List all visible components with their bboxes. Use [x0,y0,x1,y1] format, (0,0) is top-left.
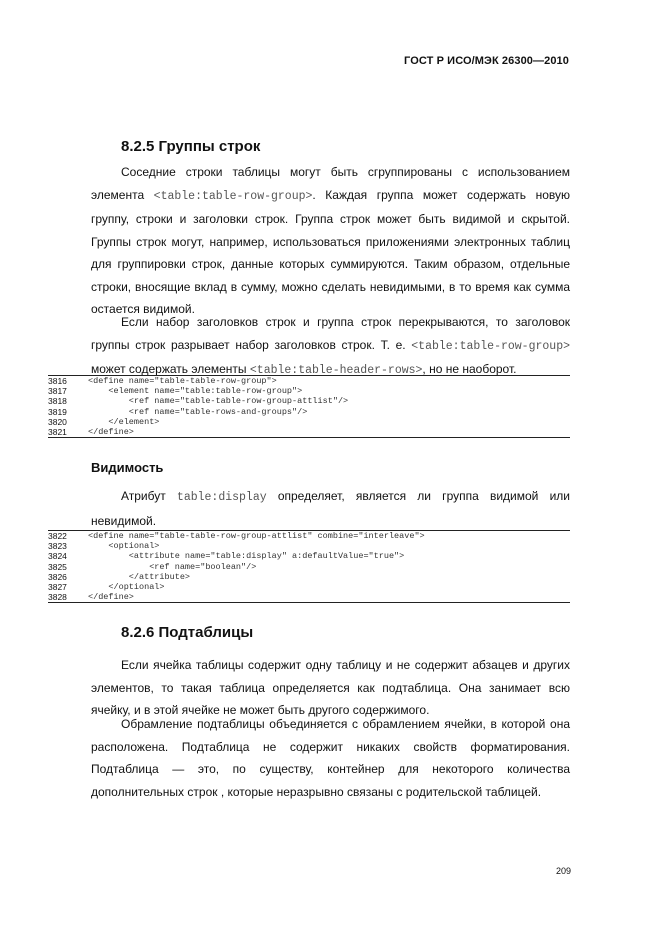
paragraph-subtables-intro [91,654,570,722]
code-text: </element> [88,416,160,427]
text-run: может содержать элементы [91,362,250,376]
section-title-8-2-6: 8.2.6 Подтаблицы [121,624,254,641]
line-number: 3817 [48,386,67,397]
text-run: Атрибут [121,489,177,503]
text-run: Если ячейка таблицы содержит одну таблицу и не содержит абзацев и других элементов, то такая таблица определяется как подтаблица. Она занимает всю ячейку, и в этой ячейке не может быть другого содержимого. [91,658,570,717]
text-run: Соседние строки таблицы могут быть сгруппированы с использованием элемента [91,165,570,202]
text-run: Если набор заголовков строк и группа строк перекрываются, то заголовок группы строк разрывает набор заголовков строк. Т. е. [91,315,570,352]
paragraph-visibility [91,485,570,532]
code-line [48,592,570,602]
code-line [48,407,570,417]
code-text: <ref name="table-table-row-group-attlist"/> [88,396,349,407]
code-line [48,417,570,427]
page-number: 209 [556,866,572,876]
code-block-row-group-attlist [48,530,570,603]
line-number: 3823 [48,541,67,552]
code-text: </optional> [88,582,165,593]
line-number: 3821 [48,427,67,438]
code-line [48,427,570,437]
line-number: 3818 [48,396,67,407]
line-number: 3822 [48,531,67,541]
inline-code: <table:table-row-group> [153,189,313,203]
text-run: . Каждая группа может содержать новую группу, строки и заголовки строк. Группа строк может быть видимой и скрытой. Группы строк могут, например, использоваться приложениями электронных таблиц для группировки строк, данные которых суммируются. Таким образом, отдельные строки, вносящие вклад в сумму, можно сделать невидимыми, в то время как сумма остается видимой. [91,187,570,316]
code-text: <ref name="boolean"/> [88,561,257,572]
inline-code: table:display [176,491,267,504]
code-line [48,376,570,386]
line-number: 3819 [48,406,67,417]
line-number: 3816 [48,376,67,386]
code-line [48,572,570,582]
line-number: 3820 [48,416,67,427]
document-header: ГОСТ Р ИСО/МЭК 26300—2010 [404,55,569,67]
code-line [48,562,570,572]
paragraph-row-groups-intro [91,161,570,321]
line-number: 3826 [48,571,67,582]
code-text: </define> [88,427,134,438]
text-run: определяет, является ли группа видимой или невидимой. [91,489,570,528]
code-text: <define name="table-table-row-group-attlist" combine="interleave"> [88,531,425,541]
code-line [48,531,570,541]
paragraph-row-groups-overlap [91,311,570,383]
code-text: <element name="table:table-row-group"> [88,386,303,397]
code-text: <attribute name="table:display" a:defaultValue="true"> [88,551,405,562]
section-title-8-2-5: 8.2.5 Группы строк [121,138,261,155]
code-line [48,396,570,406]
code-line [48,582,570,592]
code-line [48,541,570,551]
code-text: <optional> [88,541,160,552]
code-text: <ref name="table-rows-and-groups"/> [88,406,308,417]
code-line [48,386,570,396]
inline-code: <table:table-header-rows> [249,364,423,377]
paragraph-subtables-border [91,713,570,803]
code-text: </attribute> [88,571,191,582]
text-run: Обрамление подтаблицы объединяется с обрамлением ячейки, в которой она расположена. Подтаблица не содержит никаких свойств форматирования. Подтаблица — это, по существу, контейнер для некоторого количества дополнительных строк , которые неразрывно связаны с родительской таблицей. [91,717,570,799]
line-number: 3825 [48,561,67,572]
line-number: 3828 [48,592,67,603]
line-number: 3827 [48,582,67,593]
text-run: , но не наоборот. [422,362,517,376]
code-line [48,551,570,561]
line-number: 3824 [48,551,67,562]
heading-visibility: Видимость [91,460,164,475]
code-block-row-group [48,375,570,438]
inline-code: <table:table-row-group> [411,339,570,353]
code-text: <define name="table-table-row-group"> [88,376,277,386]
code-text: </define> [88,592,134,603]
